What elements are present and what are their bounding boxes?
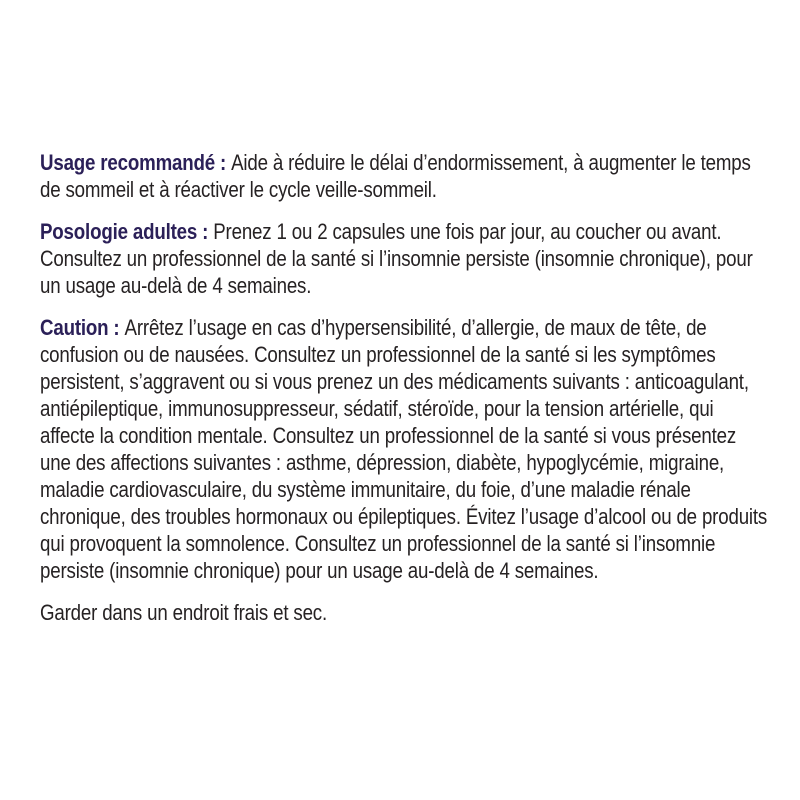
- label-text-block: [40, 149, 768, 641]
- caution-body-text: Arrêtez l’usage en cas d’hypersensibilité, d’allergie, de maux de tête, de confusion ou de nausées. Consultez un professionnel de la santé si les symptômes persistent, s’aggravent ou si vous prenez un des médicaments suivants : anticoagulant, antiépileptique, immunosuppresseur, sédatif, stéroïde, pour la tension artérielle, qui affecte la condition mentale. Consultez un professionnel de la santé si vous présentez une des affections suivantes : asthme, dépression, diabète, hypoglycémie, migraine, maladie cardiovasculaire, du système immunitaire, du foie, d’une maladie rénale chronique, des troubles hormonaux ou épileptiques. Évitez l’usage d’alcool ou de produits qui provoquent la somnolence. Consultez un professionnel de la santé si l’insomnie persiste (insomnie chronique) pour un usage au-delà de 4 semaines.: [40, 315, 768, 583]
- paragraph-usage: [40, 149, 768, 203]
- posologie-body-text: Prenez 1 ou 2 capsules une fois par jour, au coucher ou avant. Consultez un professionnel de la santé si l’insomnie persiste (insomnie chronique), pour un usage au-delà de 4 semaines.: [40, 219, 753, 298]
- paragraph-storage-inner: [40, 599, 768, 626]
- posologie-heading: Posologie adultes :: [40, 219, 214, 244]
- paragraph-posologie-inner: [40, 218, 768, 299]
- paragraph-usage-inner: [40, 149, 768, 203]
- paragraph-storage: [40, 599, 768, 626]
- paragraph-posologie: [40, 218, 768, 299]
- usage-body-text: Aide à réduire le délai d’endormissement, à augmenter le temps de sommeil et à réactiver le cycle veille-sommeil.: [40, 150, 751, 202]
- storage-body-text: Garder dans un endroit frais et sec.: [40, 600, 328, 625]
- paragraph-caution: [40, 314, 768, 584]
- paragraph-caution-inner: [40, 314, 768, 584]
- usage-heading: Usage recommandé :: [40, 150, 232, 175]
- caution-heading: Caution :: [40, 315, 125, 340]
